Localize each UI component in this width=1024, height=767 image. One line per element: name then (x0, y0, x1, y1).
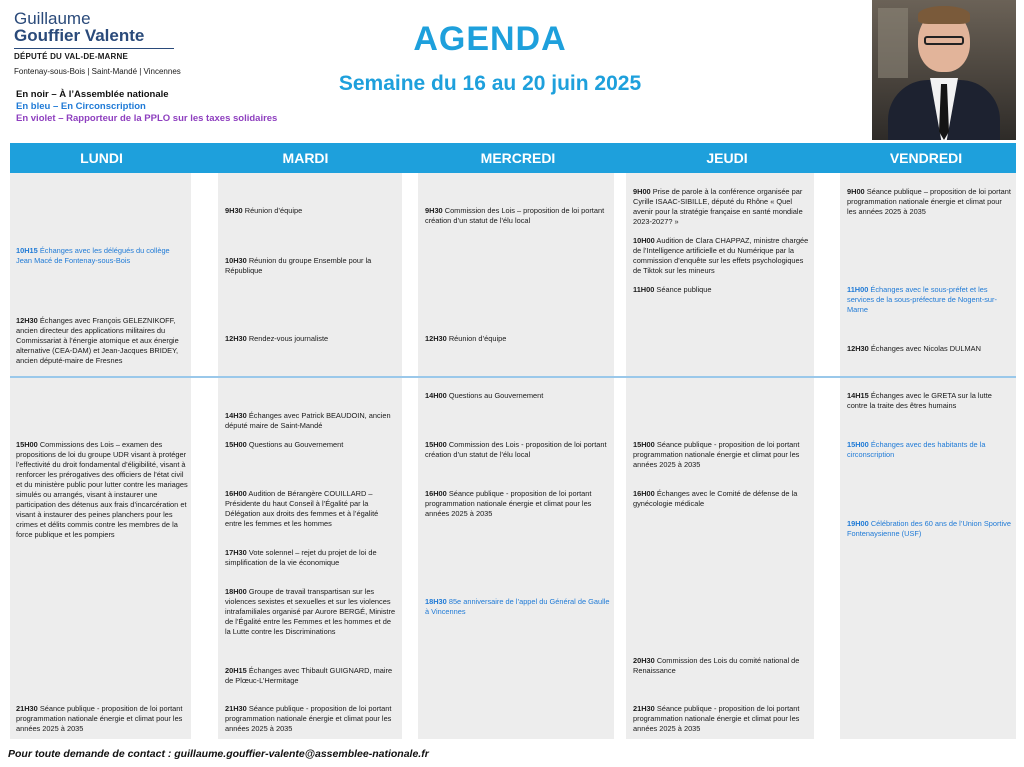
event-vendredi-1100: 11H00 Échanges avec le sous-préfet et les services de la sous-préfecture de Nogent-sur-Marne (847, 285, 997, 314)
event-mardi-0930: 9H30 Réunion d’équipe (225, 206, 303, 215)
day-header-vendredi: VENDREDI (836, 143, 1016, 173)
logo-towns: Fontenay-sous-Bois | Saint-Mandé | Vincennes (14, 67, 181, 76)
day-header-jeudi: JEUDI (618, 143, 836, 173)
week-subtitle: Semaine du 16 au 20 juin 2025 (338, 72, 642, 95)
portrait-glasses (924, 36, 964, 45)
event-jeudi-1600: 16H00 Échanges avec le Comité de défense de la gynécologie médicale (633, 489, 798, 508)
logo-last-name: Gouffier Valente (14, 26, 145, 45)
event-mercredi-1400: 14H00 Questions au Gouvernement (425, 391, 544, 400)
event-jeudi-1100: 11H00 Séance publique (633, 285, 712, 294)
event-lundi-2130: 21H30 Séance publique - proposition de loi portant programmation nationale énergie et climat pour les années 2025 à 2035 (16, 704, 183, 733)
deputy-logo (14, 10, 184, 76)
event-mardi-1230: 12H30 Rendez-vous journaliste (225, 334, 329, 343)
logo-title: DÉPUTÉ DU VAL-DE-MARNE (14, 52, 129, 61)
logo-first-name: Guillaume (14, 9, 91, 28)
event-vendredi-1230: 12H30 Échanges avec Nicolas DULMAN (847, 344, 981, 353)
contact-footer: Pour toute demande de contact : guillaume.gouffier-valente@assemblee-nationale.fr (8, 748, 429, 760)
logo-divider (14, 48, 174, 49)
event-mardi-2015: 20H15 Échanges avec Thibault GUIGNARD, maire de Plœuc-L’Hermitage (225, 666, 393, 685)
agenda-grid (10, 143, 1016, 739)
deputy-portrait (872, 0, 1016, 140)
event-mercredi-1500: 15H00 Commission des Lois - proposition de loi portant création d’un statut de l’élu local (425, 440, 607, 459)
page-title: AGENDA (413, 20, 567, 58)
event-mardi-1030: 10H30 Réunion du groupe Ensemble pour la République (225, 256, 372, 275)
event-lundi-1015: 10H15 Échanges avec les délégués du collège Jean Macé de Fontenay-sous-Bois (16, 246, 170, 265)
event-lundi-1230: 12H30 Échanges avec François GELEZNIKOFF, ancien directeur des applications militaires du Commissariat à l’énergie atomique et aux énergie alternative (CEA-DAM) et Jean-Jacques BRIDEY, ancien député-maire de Fresnes (16, 316, 179, 365)
legend-black: En noir – À l’Assemblée nationale (16, 89, 169, 100)
event-mercredi-1830: 18H30 85e anniversaire de l’appel du Général de Gaulle à Vincennes (425, 597, 610, 616)
event-mercredi-0930: 9H30 Commission des Lois – proposition de loi portant création d’un statut de l’élu local (425, 206, 605, 225)
event-jeudi-1000: 10H00 Audition de Clara CHAPPAZ, ministre chargée de l’Intelligence artificielle et du Numérique par la commission d’enquête sur les effets psychologiques de Tiktok sur les mineurs (633, 236, 809, 275)
event-mercredi-1600: 16H00 Séance publique - proposition de loi portant programmation nationale énergie et climat pour les années 2025 à 2035 (425, 489, 592, 518)
portrait-hair (918, 6, 970, 24)
event-vendredi-0900: 9H00 Séance publique – proposition de loi portant programmation nationale énergie et climat pour les années 2025 à 2035 (847, 187, 1011, 216)
event-mardi-1800: 18H00 Groupe de travail transpartisan sur les violences sexistes et sexuelles et sur les violences intrafamiliales organisé par Aurore BERGÉ, Ministre de l’Égalité entre les Femmes et les hommes et de la Lutte contre les Discriminations (225, 587, 396, 636)
day-header-lundi: LUNDI (10, 143, 193, 173)
event-jeudi-0900: 9H00 Prise de parole à la conférence organisée par Cyrille ISAAC-SIBILLE, député du Rhône « Quel avenir pour la stratégie française en santé mondiale 2023-2027? » (633, 187, 803, 226)
event-vendredi-1415: 14H15 Échanges avec le GRETA sur la lutte contre la traite des êtres humains (847, 391, 992, 410)
event-vendredi-1900: 19H00 Célébration des 60 ans de l’Union Sportive Fontenaysienne (USF) (847, 519, 1011, 538)
color-legend (16, 89, 277, 125)
event-mardi-1500: 15H00 Questions au Gouvernement (225, 440, 344, 449)
event-jeudi-2030: 20H30 Commission des Lois du comité national de Renaissance (633, 656, 800, 675)
event-lundi-1500: 15H00 Commissions des Lois – examen des propositions de loi du groupe UDR visant à protéger l’effectivité du droit fondamental d’éligibilité, visant à renforcer les prérogatives des officiers de l’état civil et du ministère public pour lutter contre les mariages simulés ou arrangés, visant à instaurer une participation des détenus aux frais d’incarcération et visant à instaurer des peines planchers pour les crimes et délits commis contre les membres de la force publique et les pompiers (16, 440, 188, 539)
event-vendredi-1500: 15H00 Échanges avec des habitants de la circonscription (847, 440, 986, 459)
day-header-mardi: MARDI (193, 143, 418, 173)
event-jeudi-2130: 21H30 Séance publique - proposition de loi portant programmation nationale énergie et climat pour les années 2025 à 2035 (633, 704, 800, 733)
midday-divider (10, 376, 1016, 378)
event-mardi-1730: 17H30 Vote solennel – rejet du projet de loi de simplification de la vie économique (225, 548, 377, 567)
event-jeudi-1500: 15H00 Séance publique - proposition de loi portant programmation nationale énergie et climat pour les années 2025 à 2035 (633, 440, 800, 469)
event-mercredi-1230: 12H30 Réunion d’équipe (425, 334, 507, 343)
legend-violet: En violet – Rapporteur de la PPLO sur les taxes solidaires (16, 113, 278, 124)
portrait-background (878, 8, 908, 78)
day-header-mercredi: MERCREDI (418, 143, 618, 173)
legend-blue: En bleu – En Circonscription (16, 101, 146, 112)
event-mardi-2130: 21H30 Séance publique - proposition de loi portant programmation nationale énergie et climat pour les années 2025 à 2035 (225, 704, 392, 733)
event-mardi-1600: 16H00 Audition de Bérangère COUILLARD – Présidente du haut Conseil à l’Égalité par la Délégation aux droits des femmes et à l’égalité entre les femmes et les hommes (225, 489, 379, 528)
event-mardi-1430: 14H30 Échanges avec Patrick BEAUDOIN, ancien député maire de Saint-Mandé (225, 411, 391, 430)
